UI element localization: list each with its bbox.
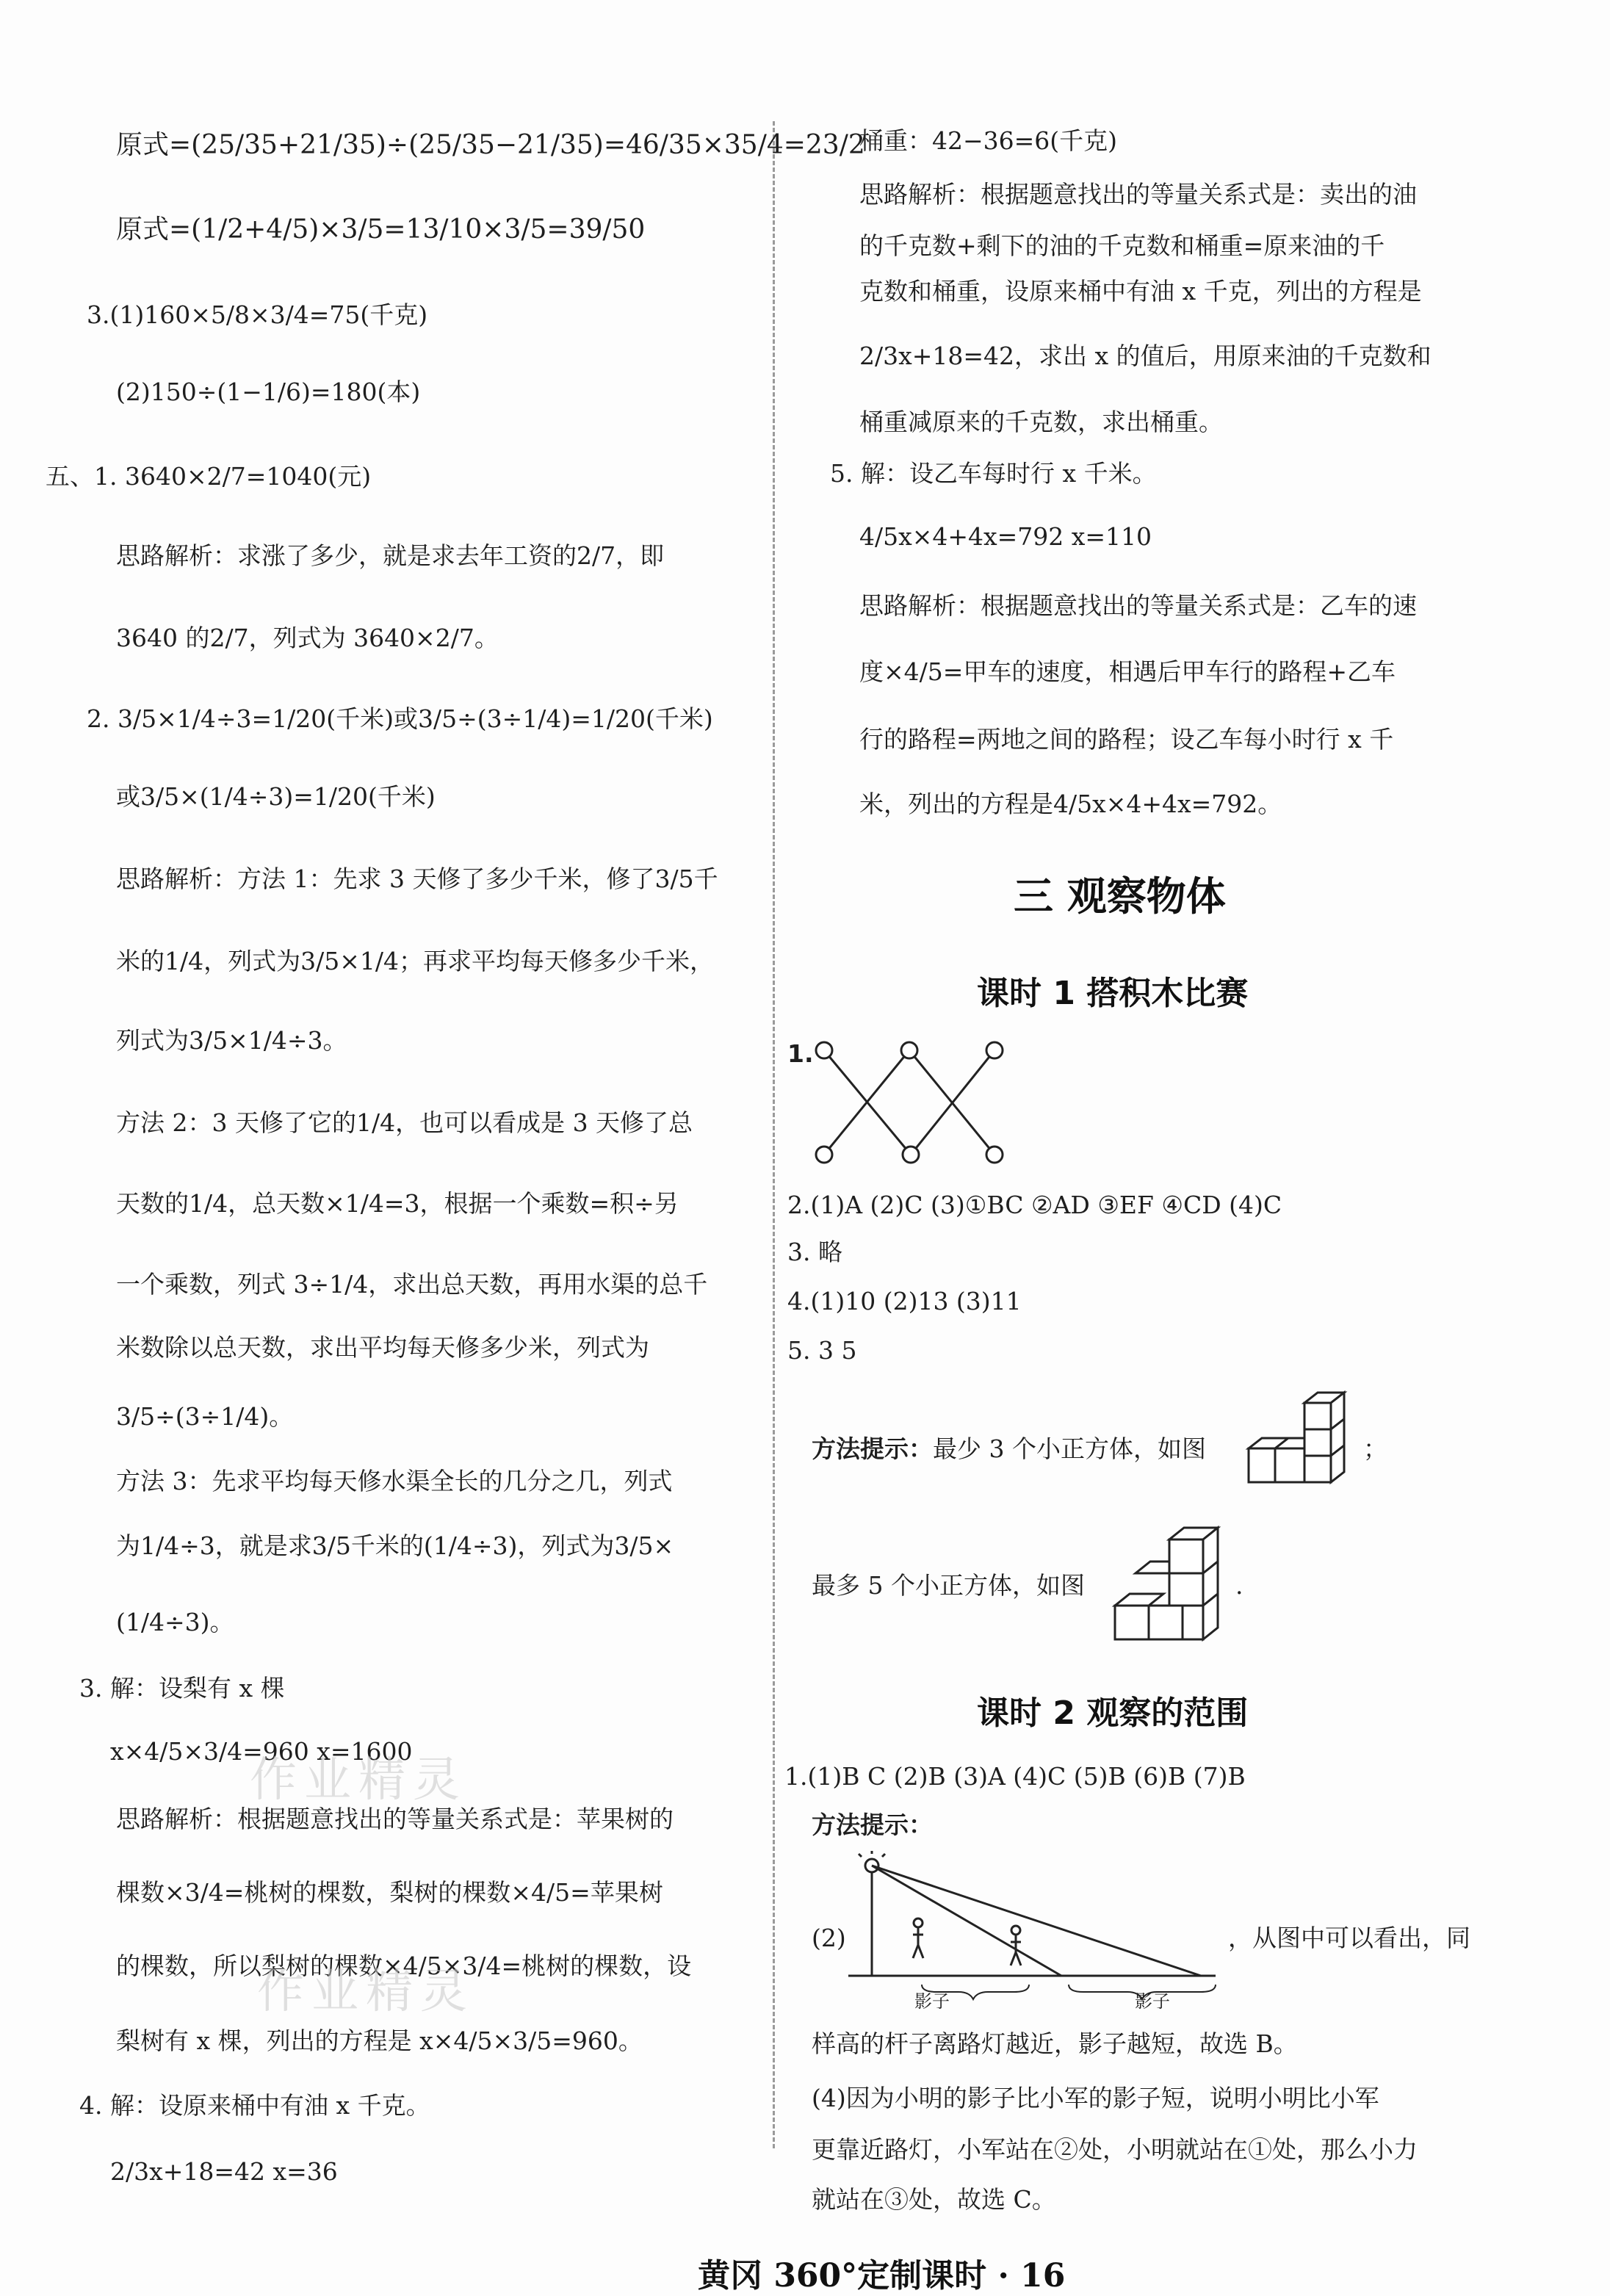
question-number: 1.: [787, 1039, 814, 1068]
text-line: 3. 略: [787, 1238, 842, 1266]
text-line: 3/5÷(3÷1/4)。: [116, 1402, 294, 1431]
hint-label: 方法提示：: [812, 1811, 933, 1839]
text-line: 桶重：42−36=6(千克): [859, 126, 1118, 155]
text-line: 行的路程=两地之间的路程；设乙车每小时行 x 千: [859, 725, 1394, 754]
text-line: 列式为3/5×1/4÷3。: [116, 1026, 347, 1055]
hint-text: 最少 3 个小正方体，如图: [933, 1434, 1206, 1463]
analysis-line: 思路解析：方法 1：先求 3 天修了多少千米，修了3/5千: [116, 864, 718, 893]
text-line: ，从图中可以看出，同: [1228, 1924, 1470, 1952]
lesson-title: 课时 2 观察的范围: [977, 1694, 1249, 1732]
text-line: 4.(1)10 (2)13 (3)11: [787, 1287, 1022, 1315]
text-line: 4. 解：设原来桶中有油 x 千克。: [79, 2091, 430, 2120]
text-line: 的棵数，所以梨树的棵数×4/5×3/4=桃树的棵数，设: [116, 1952, 692, 1980]
min-cubes-figure: [1241, 1388, 1359, 1506]
text-line: 4/5x×4+4x=792 x=110: [859, 522, 1152, 551]
text-line: 1.(1)B C (2)B (3)A (4)C (5)B (6)B (7)B: [784, 1762, 1246, 1791]
text-line: 3. 解：设梨有 x 棵: [79, 1674, 285, 1703]
shadow-label: 影子: [1135, 1991, 1170, 2012]
hint-text: 最多 5 个小正方体，如图: [812, 1571, 1085, 1600]
watermark: 作业精灵: [257, 1965, 474, 2019]
analysis-line: 思路解析：求涨了多少，就是求去年工资的2/7，即: [116, 541, 665, 570]
text-line: 2/3x+18=42，求出 x 的值后，用原来油的千克数和: [859, 342, 1432, 370]
text-line: 方法 2：3 天修了它的1/4，也可以看成是 3 天修了总: [116, 1108, 693, 1137]
max-cubes-figure: [1109, 1520, 1241, 1645]
text-line: 原式=(1/2+4/5)×3/5=13/10×3/5=39/50: [116, 214, 646, 245]
text-line: (1/4÷3)。: [116, 1608, 234, 1636]
text-line: 克数和桶重，设原来桶中有油 x 千克，列出的方程是: [859, 277, 1422, 306]
shadow-label: 影子: [914, 1991, 950, 2012]
text-line: 样高的杆子离路灯越近，影子越短，故选 B。: [812, 2029, 1298, 2058]
page-footer: 黄冈 360°定制课时 · 16: [698, 2257, 1066, 2295]
text-line: 原式=(25/35+21/35)÷(25/35−21/35)=46/35×35/4=23/2: [116, 130, 865, 160]
text-line: 桶重减原来的千克数，求出桶重。: [859, 408, 1223, 436]
text-line: 度×4/5=甲车的速度，相遇后甲车行的路程+乙车: [859, 657, 1396, 686]
text-line: (4)因为小明的影子比小军的影子短，说明小明比小军: [812, 2084, 1379, 2112]
text-line: 2/3x+18=42 x=36: [110, 2157, 338, 2186]
shadow-diagram: [848, 1851, 1230, 2012]
text-line: 3.(1)160×5/8×3/4=75(千克): [87, 300, 428, 329]
column-divider: [773, 121, 775, 2148]
text-line: 5. 3 5: [787, 1336, 857, 1365]
punctuation: ；: [1363, 1434, 1387, 1463]
text-line: 梨树有 x 棵，列出的方程是 x×4/5×3/5=960。: [116, 2026, 643, 2055]
text-line: 米的1/4，列式为3/5×1/4；再求平均每天修多少千米，: [116, 947, 714, 975]
text-line: (2): [812, 1924, 846, 1952]
text-line: (2)150÷(1−1/6)=180(本): [116, 378, 421, 406]
text-line: 2. 3/5×1/4÷3=1/20(千米)或3/5÷(3÷1/4)=1/20(千米): [87, 704, 713, 733]
text-line: 为1/4÷3，就是求3/5千米的(1/4÷3)，列式为3/5×: [116, 1531, 674, 1560]
text-line: 3640 的2/7，列式为 3640×2/7。: [116, 624, 499, 652]
hint-line: [812, 1434, 1206, 1463]
text-line: 2.(1)A (2)C (3)①BC ②AD ③EF ④CD (4)C: [787, 1191, 1282, 1219]
lesson-title: 课时 1 搭积木比赛: [977, 975, 1249, 1012]
text-line: 5. 解：设乙车每时行 x 千米。: [830, 459, 1157, 488]
analysis-line: 思路解析：根据题意找出的等量关系式是：苹果树的: [116, 1805, 674, 1833]
matching-diagram: [808, 1028, 1014, 1168]
analysis-line: 思路解析：根据题意找出的等量关系式是：卖出的油: [859, 180, 1417, 209]
text-line: 就站在③处，故选 C。: [812, 2185, 1056, 2214]
text-line: 更靠近路灯，小军站在②处，小明就站在①处，那么小力: [812, 2135, 1418, 2164]
text-line: 一个乘数，列式 3÷1/4，求出总天数，再用水渠的总千: [116, 1270, 708, 1299]
section-title: 三 观察物体: [1014, 873, 1226, 920]
text-line: 或3/5×(1/4÷3)=1/20(千米): [116, 782, 436, 811]
hint-label: 方法提示：: [812, 1434, 933, 1463]
text-line: x×4/5×3/4=960 x=1600: [110, 1737, 413, 1766]
watermark: 作业精灵: [250, 1753, 467, 1808]
text-line: 的千克数+剩下的油的千克数和桶重=原来油的千: [859, 231, 1385, 260]
text-line: 米数除以总天数，求出平均每天修多少米，列式为: [116, 1333, 649, 1362]
analysis-line: 思路解析：根据题意找出的等量关系式是：乙车的速: [859, 591, 1417, 620]
text-line: 棵数×3/4=桃树的棵数，梨树的棵数×4/5=苹果树: [116, 1878, 663, 1907]
punctuation: .: [1235, 1571, 1243, 1600]
text-line: 五、1. 3640×2/7=1040(元): [46, 462, 372, 491]
text-line: 米，列出的方程是4/5x×4+4x=792。: [859, 790, 1282, 818]
text-line: 天数的1/4，总天数×1/4=3，根据一个乘数=积÷另: [116, 1189, 679, 1218]
text-line: 方法 3：先求平均每天修水渠全长的几分之几，列式: [116, 1467, 673, 1495]
